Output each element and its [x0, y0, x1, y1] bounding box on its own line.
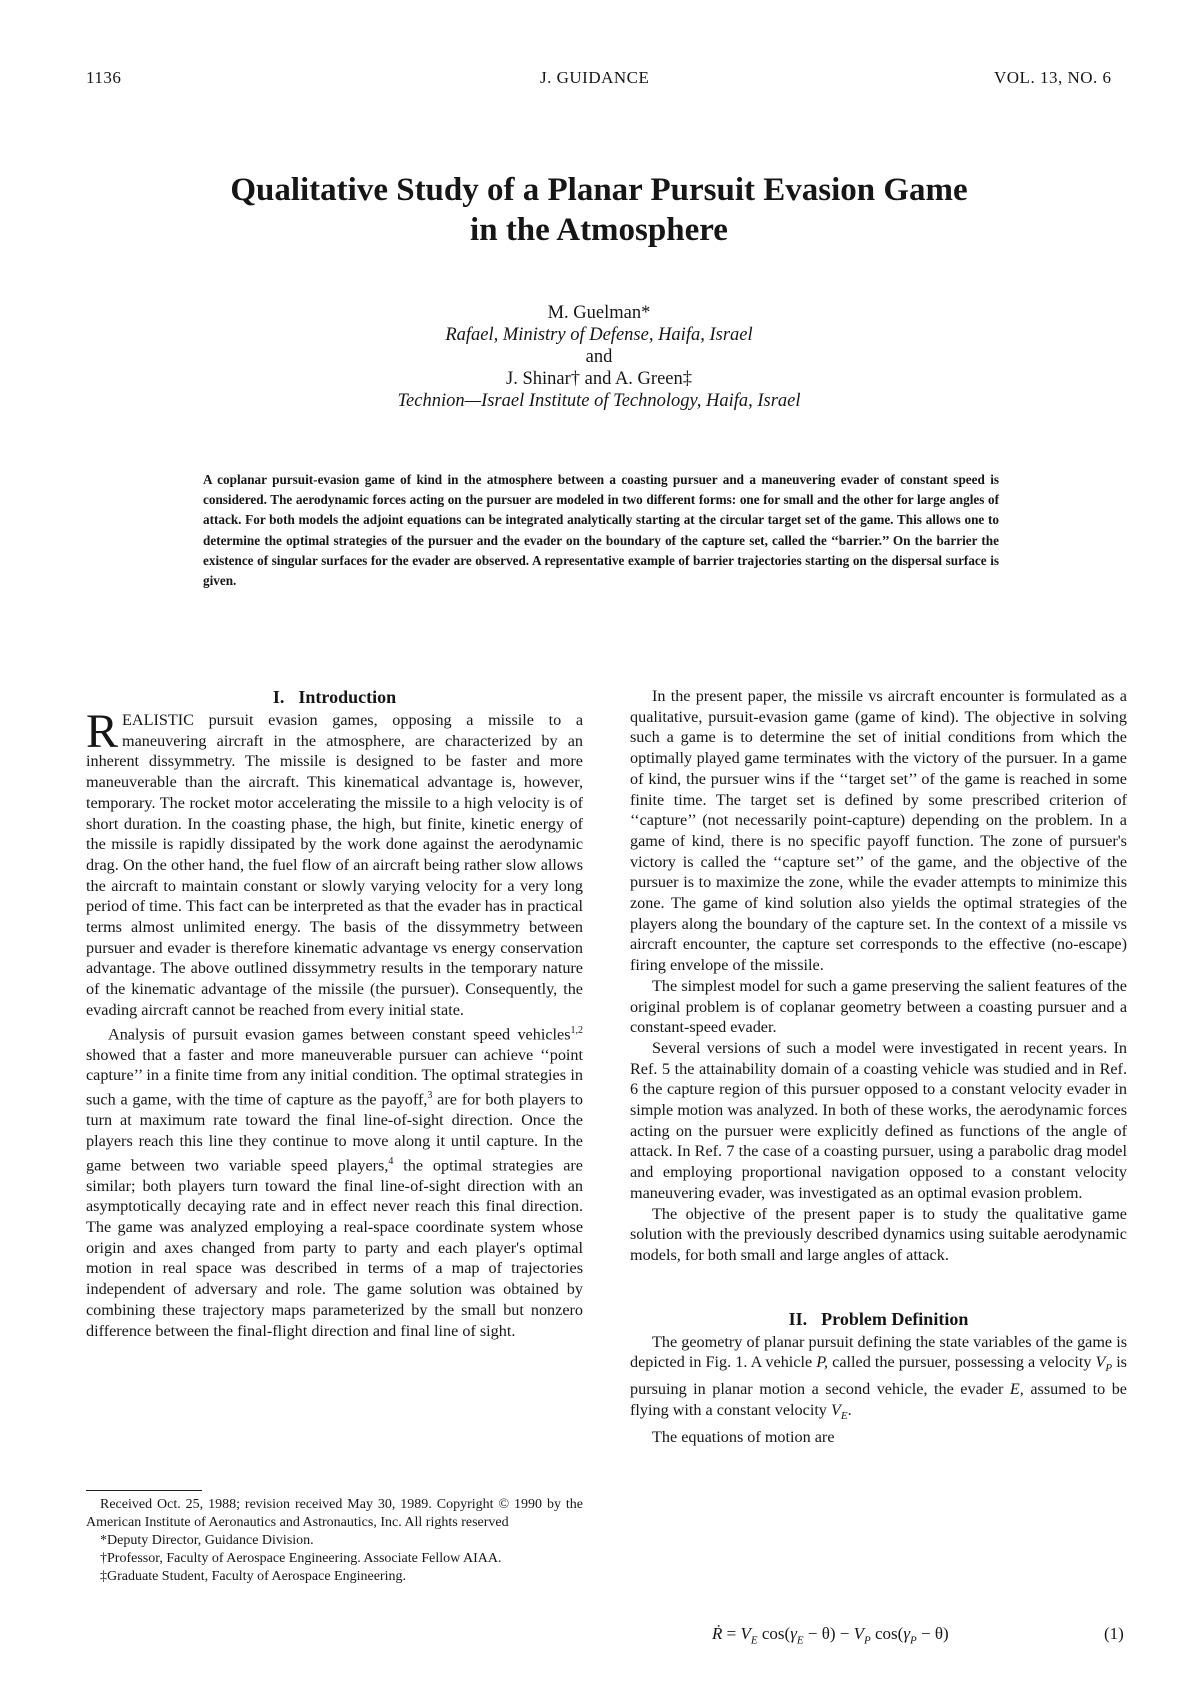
intro-paragraph-2: [86, 1021, 583, 1342]
author-1: M. Guelman*: [547, 303, 651, 323]
section-heading-problem-definition: [630, 1308, 1127, 1330]
eq-sub: E: [796, 1634, 804, 1647]
intro-p2-text-d: the optimal strategies are similar; both players turn toward the final line-of-sight direction with an asymptotically decaying rate and in effect never reach this final direction. The game was analyzed employing a real-space coordinate system whose origin and axes changed from party to party and each player's optimal motion in real space was described in terms of a map of trajectories independent of adversary and role. The game solution was obtained by combining these trajectory maps parameterized by the small but nonzero difference between the final-flight direction and final line of sight.: [86, 1155, 583, 1340]
intro-paragraph-3: In the present paper, the missile vs aircraft encounter is formulated as a qualitative, pursuit-evasion game (game of kind). The objective in solving such a game is to determine the set of initial conditions from which the optimally played game terminates with the victory of the pursuer. In a game of kind, the pursuer wins if the ‘‘target set’’ of the game is reached in some finite time. The target set is defined by some prescribed criterion of ‘‘capture’’ (not necessarily point-capture) depending on the problem. In a game of kind, there is no specific payoff function. The zone of pursuer's victory is called the ‘‘capture set’’ of the game, and the objective of the pursuer is to maximize the zone, while the evader attempts to minimize this zone. The game of kind solution also yields the optimal strategies of the players along the boundary of the capture set. In the context of a missile vs aircraft encounter, the capture set corresponds to the effective (no-escape) firing envelope of the missile.: [630, 687, 1127, 975]
problem-p1-text-e: .: [847, 1401, 852, 1420]
eq-var: γ: [903, 1624, 911, 1643]
footnote-2: †Professor, Faculty of Aerospace Engineering. Associate Fellow AIAA.: [100, 1551, 502, 1566]
author-block: [0, 302, 1198, 412]
eq-var: γ: [790, 1624, 797, 1643]
abstract: A coplanar pursuit-evasion game of kind in the atmosphere between a coasting pursuer and a maneuvering evader of constant speed is considered. The aerodynamic forces acting on the pursuer are modeled in two different forms: one for small and the other for large angles of attack. For both models the adjoint equations can be integrated analytically starting at the circular target set of the game. This allows one to determine the optimal strategies of the pursuer and the evader on the boundary of the capture set, called the ‘‘barrier.’’ On the barrier the existence of singular surfaces for the evader are observed. A representative example of barrier trajectories starting on the dispersal surface is given.: [203, 472, 999, 589]
eq-var: V: [740, 1624, 751, 1643]
section-title: Problem Definition: [821, 1308, 969, 1329]
affiliation-1: Rafael, Ministry of Defense, Haifa, Israel: [445, 325, 753, 345]
problem-p1-text-d: assumed to be flying with a constant velocity: [630, 1380, 1127, 1420]
eq-lhs: Ṙ: [712, 1624, 723, 1643]
problem-paragraph-1: [630, 1332, 1127, 1427]
section-number: I.: [272, 687, 285, 707]
equation-1: [712, 1624, 1132, 1646]
eq-sub: E: [750, 1634, 758, 1647]
intro-p2-text-b: showed that a faster and more maneuverable pursuer can achieve ‘‘point capture’’ in a finite time from any initial condition. The optimal strategies in such a game, with the time of capture as the payoff,: [86, 1045, 583, 1109]
math-variable: V: [830, 1401, 841, 1420]
drop-cap: R: [86, 705, 119, 758]
eq-sub: P: [864, 1634, 871, 1647]
left-column: [86, 686, 583, 1341]
paper-title-line-2: in the Atmosphere: [470, 212, 728, 248]
page-number: 1136: [86, 68, 122, 87]
problem-p1-text-b: called the pursuer, possessing a velocity: [828, 1353, 1096, 1372]
intro-p2-text-c: are for both players to turn at maximum rate toward the final line-of-sight direction. Once the players reach this line they continue to move along it until capture. In the game between two variable speed players,: [86, 1090, 583, 1174]
author-conjunction: and: [585, 347, 613, 367]
footnotes: [86, 1496, 583, 1586]
eq-sub: P: [910, 1634, 917, 1647]
paper-title-line-1: Qualitative Study of a Planar Pursuit Evasion Game: [230, 172, 968, 208]
problem-p1-text-a: The geometry of planar pursuit defining the state variables of the game is depicted in Fig. 1. A vehicle: [630, 1332, 1127, 1372]
footnote-rule: [86, 1490, 202, 1491]
eq-part: =: [722, 1624, 741, 1643]
reference-marker: 3: [427, 1090, 433, 1102]
eq-part: cos(: [757, 1624, 791, 1643]
reference-marker: 4: [388, 1155, 394, 1167]
math-subscript: E: [840, 1410, 848, 1423]
math-variable: E,: [1009, 1380, 1024, 1399]
author-2-3: J. Shinar† and A. Green‡: [506, 369, 692, 389]
reference-marker: 1,2: [570, 1024, 583, 1036]
footnote-3: ‡Graduate Student, Faculty of Aerospace Engineering.: [100, 1569, 406, 1584]
math-variable: P,: [816, 1353, 829, 1372]
eq-part: cos(: [870, 1624, 904, 1643]
intro-paragraph-1-text: EALISTIC pursuit evasion games, opposing a missile to a maneuvering aircraft in the atmosphere, are characterized by an inherent dissymmetry. The missile is designed to be faster and more maneuverable than the aircraft. This kinematical advantage is, however, temporary. The rocket motor accelerating the missile to a high velocity is of short duration. In the coasting phase, the high, but finite, kinetic energy of the missile is rapidly dissipated by the work done against the aerodynamic drag. On the other hand, the fuel flow of an aircraft being rather slow allows the aircraft to maintain constant or slowly varying velocity for a very long period of time. This fact can be interpreted as that the evader has in practical terms almost unlimited energy. The basis of the dissymmetry between pursuer and evader is therefore kinematic advantage vs energy conservation advantage. The above outlined dissymmetry results in the temporary nature of the kinematic advantage of the missile (the pursuer). Consequently, the evading aircraft cannot be reached from every initial state.: [86, 711, 583, 1019]
intro-paragraph-1: [86, 705, 583, 1021]
intro-paragraph-5: Several versions of such a model were investigated in recent years. In Ref. 5 the attainability domain of a coasting vehicle was studied and in Ref. 6 the capture region of this pursuer opposed to a constant velocity evader in simple motion was analyzed. In both of these works, the aerodynamic forces acting on the pursuer were explicitly defined as functions of the angle of attack. In Ref. 7 the case of a coasting pursuer, using a parabolic drag model and employing proportional navigation opposed to a constant velocity maneuvering evader, was investigated as an optimal evasion problem.: [630, 1038, 1127, 1202]
eq-var: V: [853, 1624, 864, 1643]
journal-name: J. GUIDANCE: [540, 68, 650, 87]
paper-title: [0, 170, 1198, 250]
intro-paragraph-6: The objective of the present paper is to study the qualitative game solution with the previously described dynamics using suitable aerodynamic models, for both small and large angles of attack.: [630, 1204, 1127, 1264]
section-heading-introduction: [86, 686, 583, 708]
right-column: [630, 686, 1127, 1448]
math-subscript: P: [1105, 1362, 1113, 1375]
volume-issue: VOL. 13, NO. 6: [994, 68, 1112, 87]
section-number: II.: [788, 1308, 808, 1329]
equation-number: (1): [1104, 1624, 1124, 1643]
eq-part: − θ): [916, 1624, 949, 1643]
eq-part: − θ) −: [803, 1624, 854, 1643]
section-title: Introduction: [298, 687, 397, 707]
intro-p2-text-a: Analysis of pursuit evasion games between constant speed vehicles: [108, 1024, 571, 1043]
math-variable: V: [1095, 1353, 1106, 1372]
problem-paragraph-2: The equations of motion are: [652, 1427, 835, 1446]
footnote-received: Received Oct. 25, 1988; revision received May 30, 1989. Copyright © 1990 by the American Institute of Aeronautics and Astronautics, Inc. All rights reserved: [86, 1497, 583, 1530]
problem-p1-text-c: is pursuing in planar motion a second vehicle, the evader: [630, 1353, 1127, 1399]
intro-paragraph-4: The simplest model for such a game preserving the salient features of the original problem is of coplanar geometry between a coasting pursuer and a constant-speed evader.: [630, 976, 1127, 1037]
footnote-1: *Deputy Director, Guidance Division.: [100, 1533, 314, 1548]
affiliation-2: Technion—Israel Institute of Technology, Haifa, Israel: [397, 391, 801, 411]
